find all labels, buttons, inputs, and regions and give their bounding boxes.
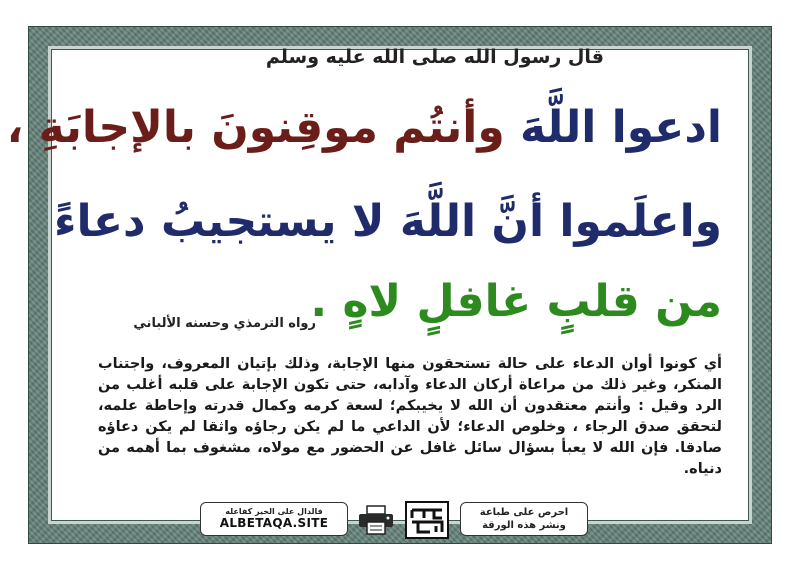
- site-badge: [200, 502, 348, 536]
- print-reminder-badge: [460, 502, 588, 536]
- site-url: ALBETAQA.SITE: [219, 516, 329, 530]
- source-citation: رواه الترمذي وحسنه الألباني: [133, 316, 316, 331]
- intro-text: قال رسول الله صلى الله عليه وسلم: [265, 46, 604, 68]
- explanation-paragraph: أي كونوا أوان الدعاء على حالة تستحقون منها الإجابة، وذلك بإتيان المعروف، واجتناب المنكر، وغير ذلك من مراعاة أركان الدعاء وآدابه، حتى تكون الإجابة على قلبه أغلب من الرد وقيل : وأنتم معتقدون أن الله لا يخيبكم؛ لسعة كرمه وكمال قدرته وإحاطة علمه، لتحقق صدق الرجاء ، وخلوص الدعاء؛ لأن الداعي ما لم يكن رجاؤه واثقا لم يكن دعاؤه صادقا. فإن الله لا يعبأ بسؤال سائل غافل عن الحضور مع مولاه، مشغوف بما أهمه من دنياه.: [98, 356, 722, 477]
- hadith-line-2: واعلَموا أنَّ اللَّهَ لا يستجيبُ دعاءً: [53, 196, 722, 247]
- hadith-line-1-part-1: ادعوا اللَّهَ: [520, 102, 722, 153]
- site-badge-caption: فالدال على الخير كفاعله: [225, 507, 323, 516]
- print-reminder-line-2: ونشر هذه الورقة: [482, 520, 566, 531]
- printer-icon: [356, 504, 396, 536]
- hadith-line-1-part-2: وأنتُم موقِنونَ بالإجابَةِ ،: [6, 102, 505, 153]
- hadith-line-1: [6, 102, 722, 153]
- dawa-logo: [404, 500, 450, 540]
- print-reminder-line-1: احرص على طباعة: [479, 507, 569, 518]
- hadith-line-3: من قلبٍ غافلٍ لاهٍ .: [310, 276, 722, 327]
